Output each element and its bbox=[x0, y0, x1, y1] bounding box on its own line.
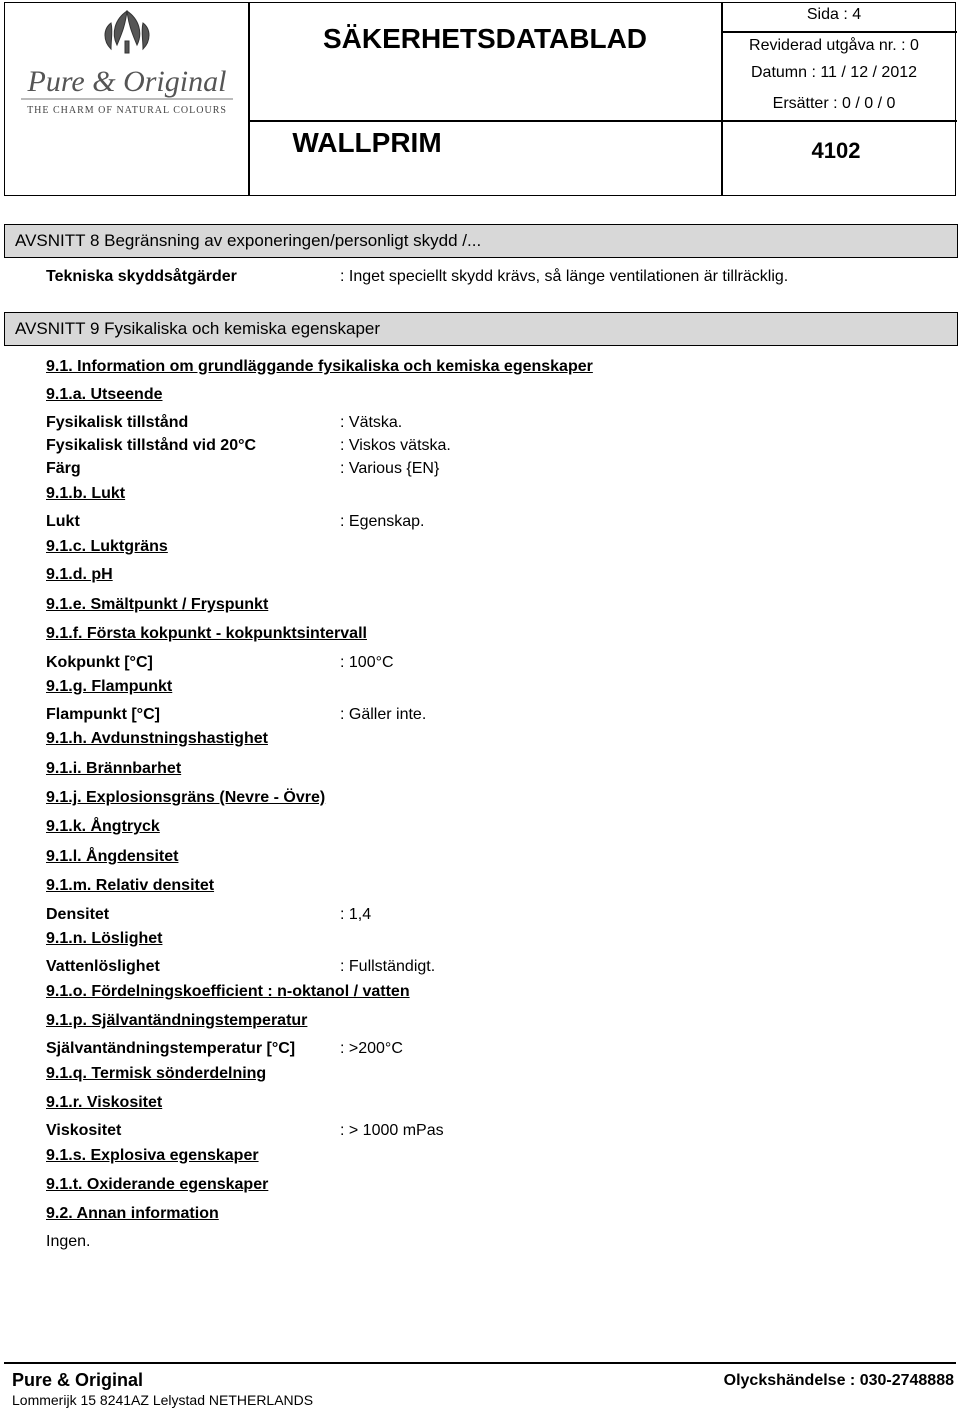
subsection-9-1-k: 9.1.k. Ångtryck bbox=[46, 818, 160, 835]
revision-date: Datumn : 11 / 12 / 2012 bbox=[750, 64, 918, 81]
subsection-9-1-i: 9.1.i. Brännbarhet bbox=[46, 760, 182, 777]
svg-text:Pure & Original: Pure & Original bbox=[27, 65, 227, 98]
company-logo bbox=[11, 5, 243, 117]
subsection-9-1-r: 9.1.r. Viskositet bbox=[46, 1094, 163, 1111]
product-code: 4102 bbox=[811, 138, 861, 163]
subsection-9-1-a: 9.1.a. Utseende bbox=[46, 386, 163, 403]
section-9-header: AVSNITT 9 Fysikaliska och kemiska egenskaper bbox=[4, 312, 958, 346]
physical-state-value: : Vätska. bbox=[340, 414, 403, 431]
solubility-value: : Fullständigt. bbox=[340, 958, 436, 975]
density-label: Densitet bbox=[46, 906, 110, 923]
subsection-9-1-d: 9.1.d. pH bbox=[46, 566, 113, 583]
subsection-9-1: 9.1. Information om grundläggande fysikaliska och kemiska egenskaper bbox=[46, 358, 593, 375]
density-value: : 1,4 bbox=[340, 906, 372, 923]
emergency-phone: Olyckshändelse : 030-2748888 bbox=[723, 1372, 954, 1389]
subsection-9-2: 9.2. Annan information bbox=[46, 1205, 219, 1222]
subsection-9-1-e: 9.1.e. Smältpunkt / Fryspunkt bbox=[46, 596, 269, 613]
subsection-9-1-m: 9.1.m. Relativ densitet bbox=[46, 877, 215, 894]
subsection-9-1-o: 9.1.o. Fördelningskoefficient : n-oktanol / vatten bbox=[46, 983, 410, 1000]
subsection-9-1-c: 9.1.c. Luktgräns bbox=[46, 538, 168, 555]
footer-address: Lommerijk 15 8241AZ Lelystad NETHERLANDS bbox=[12, 1392, 314, 1408]
solubility-label: Vattenlöslighet bbox=[46, 958, 160, 975]
color-label: Färg bbox=[46, 460, 81, 477]
divider bbox=[721, 31, 957, 33]
document-title: SÄKERHETSDATABLAD bbox=[322, 23, 648, 54]
technical-measures-value: : Inget speciellt skydd krävs, så länge ventilationen är tillräcklig. bbox=[340, 268, 789, 285]
footer-divider bbox=[4, 1362, 956, 1364]
subsection-9-1-p: 9.1.p. Självantändningstemperatur bbox=[46, 1012, 308, 1029]
boiling-point-label: Kokpunkt [°C] bbox=[46, 654, 153, 671]
flash-point-label: Flampunkt [°C] bbox=[46, 706, 160, 723]
other-info-text: Ingen. bbox=[46, 1233, 91, 1250]
subsection-9-1-b: 9.1.b. Lukt bbox=[46, 485, 126, 502]
physical-state-20-label: Fysikalisk tillstånd vid 20°C bbox=[46, 437, 257, 454]
subsection-9-1-l: 9.1.l. Ångdensitet bbox=[46, 848, 179, 865]
subsection-9-1-f: 9.1.f. Första kokpunkt - kokpunktsintervall bbox=[46, 625, 367, 642]
subsection-9-1-j: 9.1.j. Explosionsgräns (Nevre - Övre) bbox=[46, 789, 326, 806]
subsection-9-1-n: 9.1.n. Löslighet bbox=[46, 930, 163, 947]
flash-point-value: : Gäller inte. bbox=[340, 706, 427, 723]
subsection-9-1-t: 9.1.t. Oxiderande egenskaper bbox=[46, 1176, 269, 1193]
boiling-point-value: : 100°C bbox=[340, 654, 394, 671]
divider bbox=[248, 120, 957, 122]
autoignition-label: Självantändningstemperatur [°C] bbox=[46, 1040, 296, 1057]
technical-measures-label: Tekniska skyddsåtgärder bbox=[46, 268, 237, 285]
footer-company: Pure & Original bbox=[12, 1370, 144, 1390]
svg-text:THE CHARM OF NATURAL COLOURS: THE CHARM OF NATURAL COLOURS bbox=[27, 105, 227, 116]
product-name: WALLPRIM bbox=[292, 127, 442, 158]
subsection-9-1-q: 9.1.q. Termisk sönderdelning bbox=[46, 1065, 267, 1082]
color-value: : Various {EN} bbox=[340, 460, 440, 477]
physical-state-20-value: : Viskos vätska. bbox=[340, 437, 451, 454]
subsection-9-1-g: 9.1.g. Flampunkt bbox=[46, 678, 173, 695]
odor-value: : Egenskap. bbox=[340, 513, 425, 530]
odor-label: Lukt bbox=[46, 513, 80, 530]
page-number: Sida : 4 bbox=[806, 6, 862, 23]
subsection-9-1-h: 9.1.h. Avdunstningshastighet bbox=[46, 730, 268, 747]
viscosity-value: : > 1000 mPas bbox=[340, 1122, 444, 1139]
autoignition-value: : >200°C bbox=[340, 1040, 403, 1057]
replaces: Ersätter : 0 / 0 / 0 bbox=[772, 95, 896, 112]
subsection-9-1-s: 9.1.s. Explosiva egenskaper bbox=[46, 1147, 259, 1164]
physical-state-label: Fysikalisk tillstånd bbox=[46, 414, 189, 431]
viscosity-label: Viskositet bbox=[46, 1122, 122, 1139]
revision: Reviderad utgåva nr. : 0 bbox=[749, 37, 919, 54]
section-8-header: AVSNITT 8 Begränsning av exponeringen/personligt skydd /... bbox=[4, 224, 958, 258]
